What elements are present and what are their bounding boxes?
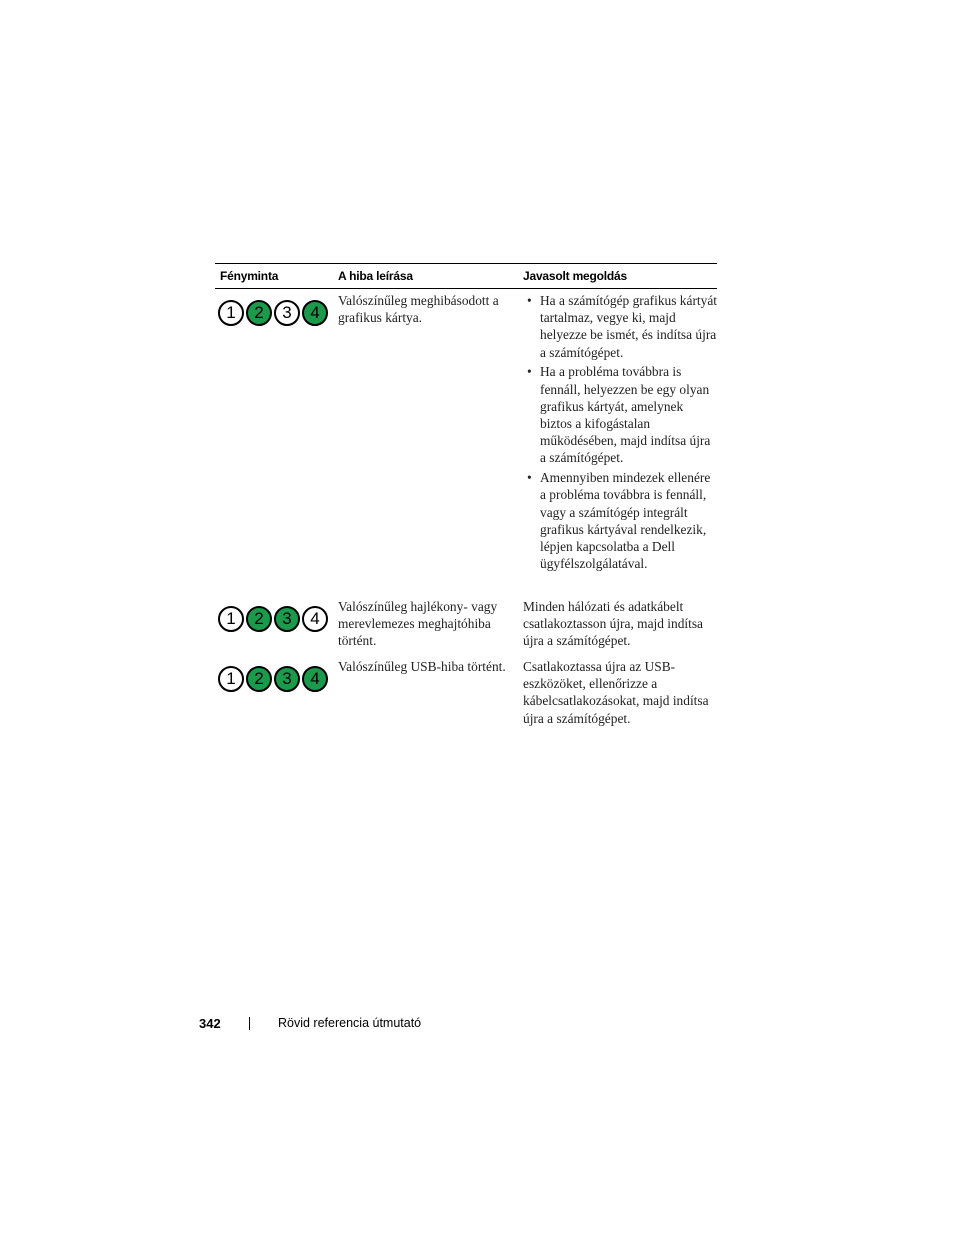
diagnostic-light-3: 3	[274, 606, 300, 632]
footer-title: Rövid referencia útmutató	[278, 1016, 422, 1030]
table-header-rule	[215, 288, 717, 289]
header-light-pattern: Fénymintа	[220, 269, 279, 283]
light-pattern	[218, 300, 330, 326]
diagnostic-light-1: 1	[218, 606, 244, 632]
light-pattern	[218, 606, 330, 632]
solution-item: • Ha a számítógép grafikus kártyát tartalmaz, vegye ki, majd helyezze be ismét, és indítsa újra a számítógépet.	[523, 292, 717, 361]
diagnostic-light-3: 3	[274, 666, 300, 692]
diagnostic-light-4: 4	[302, 300, 328, 326]
header-description: A hiba leírása	[338, 269, 413, 283]
solution-item: • Amennyiben mindezek ellenére a probléma továbbra is fennáll, vagy a számítógép integrált grafikus kártyával rendelkezik, lépjen kapcsolatba a Dell ügyfélszolgálatával.	[523, 469, 717, 572]
footer-divider	[249, 1017, 250, 1030]
diagnostic-light-2: 2	[246, 666, 272, 692]
page-number: 342	[199, 1016, 221, 1031]
problem-description: Valószínűleg hajlékony- vagy merevlemezes meghajtóhiba történt.	[338, 599, 498, 649]
diagnostic-light-1: 1	[218, 300, 244, 326]
light-pattern	[218, 666, 330, 692]
diagnostic-light-4: 4	[302, 666, 328, 692]
problem-description: Valószínűleg USB-hiba történt.	[338, 659, 506, 674]
solution-list	[523, 292, 717, 575]
solution-item: • Ha a probléma továbbra is fennáll, helyezzen be egy olyan grafikus kártyát, amelynek biztos a kifogástalan működésében, majd indítsa újra a számítógépet.	[523, 363, 717, 466]
solution-text: Minden hálózati és adatkábelt csatlakoztasson újra, majd indítsa újra a számítógépet.	[523, 599, 703, 649]
diagnostic-light-2: 2	[246, 606, 272, 632]
diagnostic-light-4: 4	[302, 606, 328, 632]
diagnostic-light-2: 2	[246, 300, 272, 326]
table-header	[215, 264, 717, 288]
led-diagnostic-table	[215, 263, 717, 726]
solution-text: Csatlakoztassa újra az USB-eszközöket, ellenőrizze a kábelcsatlakozásokat, majd indítsa újra a számítógépet.	[523, 659, 709, 726]
diagnostic-light-3: 3	[274, 300, 300, 326]
diagnostic-light-1: 1	[218, 666, 244, 692]
problem-description: Valószínűleg meghibásodott a grafikus kártya.	[338, 293, 499, 326]
header-solution: Javasolt megoldás	[523, 269, 627, 283]
